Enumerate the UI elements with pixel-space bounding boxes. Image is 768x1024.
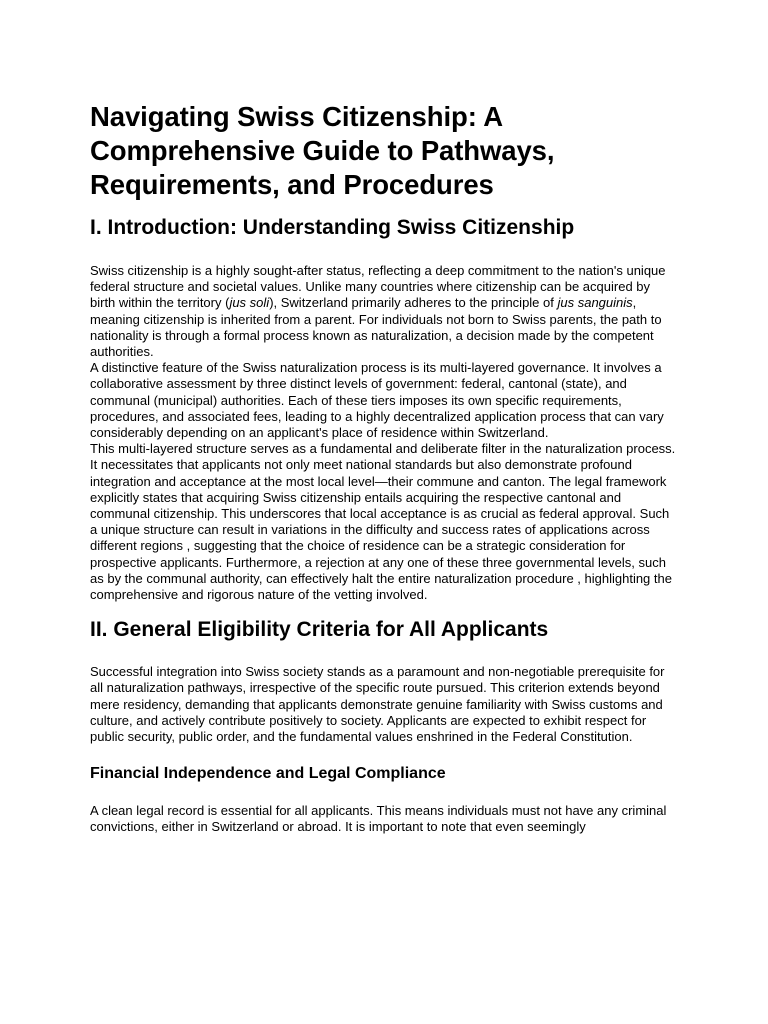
latin-term-jus-soli: jus soli	[229, 295, 270, 311]
paragraph-eligibility-1: Successful integration into Swiss society stands as a paramount and non-negotiable prerequisite for all naturalization pathways, irrespective of the specific route pursued. This criterion extends beyond mere residency, demanding that applicants demonstrate genuine familiarity with Swiss customs and culture, and actively contribute positively to society. Applicants are expected to exhibit respect for public security, public order, and the fundamental values enshrined in the Federal Constitution.	[90, 664, 665, 745]
paragraph-text: Swiss citizenship is a highly sought-after status, reflecting a deep commitment to the nation's unique federal structure and societal values. Unlike many countries where citizenship can be acquired by birth within the territory (	[90, 263, 666, 311]
paragraph-text: ), Switzerland primarily adheres to the principle of	[269, 295, 558, 311]
document-title: Navigating Swiss Citizenship: A Comprehensive Guide to Pathways, Requirements, and Procedures	[90, 101, 555, 200]
section-heading-introduction: I. Introduction: Understanding Swiss Citizenship	[90, 216, 575, 239]
section-heading-eligibility: II. General Eligibility Criteria for All Applicants	[90, 618, 549, 642]
paragraph-text: , meaning citizenship is inherited from a parent. For individuals not born to Swiss parents, the path to nationality is through a formal process known as naturalization, a decision made by the competent authorities.	[90, 295, 662, 360]
document-page	[90, 100, 676, 836]
paragraph-intro-1	[90, 263, 676, 360]
section-body-introduction	[90, 263, 676, 603]
paragraph-intro-3: This multi-layered structure serves as a fundamental and deliberate filter in the naturalization process. It necessitates that applicants not only meet national standards but also demonstrate profound integration and acceptance at the most local level—their commune and canton. The legal framework explicitly states that acquiring Swiss citizenship entails acquiring the respective cantonal and communal citizenship. This underscores that local acceptance is as crucial as federal approval. Such a unique structure can result in variations in the difficulty and success rates of applications across different regions , suggesting that the choice of residence can be a strategic consideration for prospective applicants. Furthermore, a rejection at any one of these three governmental levels, such as by the communal authority, can effectively halt the entire naturalization procedure , highlighting the comprehensive and rigorous nature of the vetting involved.	[90, 441, 676, 603]
subsection-body-financial-legal	[90, 803, 676, 835]
latin-term-jus-sanguinis: jus sanguinis	[557, 295, 633, 311]
subsection-heading-financial-legal: Financial Independence and Legal Compliance	[90, 765, 446, 783]
section-body-eligibility	[90, 664, 676, 745]
paragraph-financial-legal-1: A clean legal record is essential for all applicants. This means individuals must not have any criminal convictions, either in Switzerland or abroad. It is important to note that even seemingly	[90, 803, 667, 835]
paragraph-intro-2: A distinctive feature of the Swiss naturalization process is its multi-layered governance. It involves a collaborative assessment by three distinct levels of government: federal, cantonal (state), and communal (municipal) authorities. Each of these tiers imposes its own specific requirements, procedures, and associated fees, leading to a highly decentralized application process that can vary considerably depending on an applicant's place of residence within Switzerland.	[90, 360, 664, 441]
